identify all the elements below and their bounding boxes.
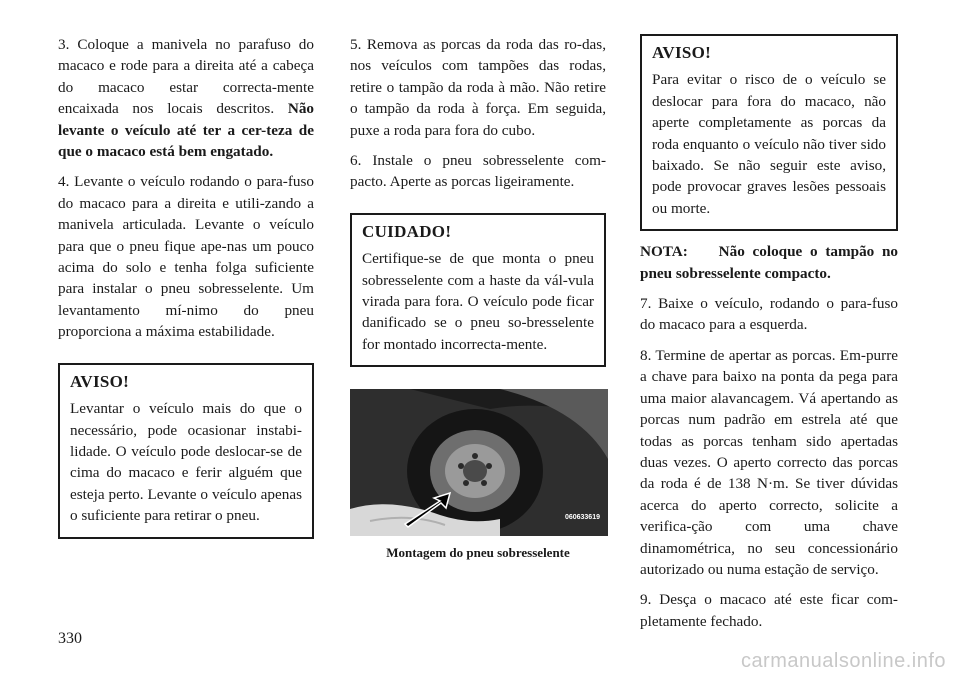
nota-label: NOTA: [640, 243, 688, 261]
figure-code: 060633619 [564, 513, 600, 521]
caution-text: Certifique-se de que monta o pneu sobresselente com a haste da vál-vula virada para fora. O veículo pode ficar danificado se o pneu so-bresselente for montado incorrecta-mente. [362, 250, 594, 353]
nota-text: Não coloque o tampão no pneu sobresselente compacto. [640, 243, 899, 282]
step-7-paragraph: 7. Baixe o veículo, rodando o para-fuso do macaco para a esquerda. [640, 295, 898, 334]
caution-title: CUIDADO! [362, 221, 452, 241]
page-number: 330 [58, 630, 82, 647]
warning-box-2 [640, 34, 898, 231]
warning-text-2: Para evitar o risco de o veículo se deslocar para fora do macaco, não aperte completamente as porcas da roda enquanto o veículo não tiver sido baixado. Se não seguir este aviso, pode provocar graves lesões pessoais ou morte. [652, 71, 886, 217]
warning-text: Levantar o veículo mais do que o necessário, pode ocasionar instabi-lidade. O veículo pode deslocar-se de cima do macaco e ferir alguém que esteja perto. Levante o veículo apenas o suficiente para retirar o pneu. [70, 400, 302, 525]
step-5-paragraph: 5. Remova as porcas da roda das ro-das, nos veículos com tampões das rodas, retire o tampão da roda à mão. Não retire o tampão da roda à força. Em seguida, puxe a roda para fora do cubo. [350, 36, 606, 139]
caution-box [350, 213, 606, 367]
step-3-paragraph [58, 34, 314, 162]
figure-caption: Montagem do pneu sobresselente [386, 545, 570, 561]
step-8-paragraph: 8. Termine de apertar as porcas. Em-purre a chave para baixo na ponta da pega para uma maior alavancagem. Vá apertando as porcas num padrão em estrela até que todas as porcas tenham sido apertadas duas vezes. O aperto correcto das porcas da roda é de 138 N·m. Se tiver dúvidas acerca do aperto correcto, solicite a verifica-ção com uma chave dinamométrica, no seu concessionário autorizado ou numa estação de serviço. [640, 346, 898, 578]
step-9-paragraph: 9. Desça o macaco até este ficar com-pletamente fechado. [640, 591, 898, 630]
watermark: carmanualsonline.info [740, 650, 946, 672]
nota-paragraph [640, 241, 898, 284]
warning-title-2: AVISO! [652, 43, 712, 62]
spare-tire-figure [350, 389, 606, 563]
right-column [640, 34, 898, 641]
step-3-text: 3. Coloque a manivela no parafuso do macaco e rode para a direita até a cabeça do macaco estar correcta-mente encaixada nos locais descritos. [58, 36, 314, 118]
warning-title: AVISO! [70, 371, 130, 391]
middle-column [350, 34, 606, 564]
spare-tire-photo [350, 389, 608, 536]
warning-box [58, 363, 314, 539]
left-column [58, 34, 314, 539]
step-3-bold-warning: Não levante o veículo até ter a cer-teza de que o macaco está bem engatado. [58, 100, 315, 161]
step-6-paragraph: 6. Instale o pneu sobresselente com-pacto. Aperte as porcas ligeiramente. [350, 152, 606, 191]
step-4-paragraph: 4. Levante o veículo rodando o para-fuso do macaco para a direita e utili-zando a manivela articulada. Levante o veículo para que o pneu fique ape-nas um pouco acima do solo e tenha folga suficiente para instalar o pneu sobresselente. Um levantamento mí-nimo do pneu proporciona a máxima estabilidade. [58, 173, 314, 341]
